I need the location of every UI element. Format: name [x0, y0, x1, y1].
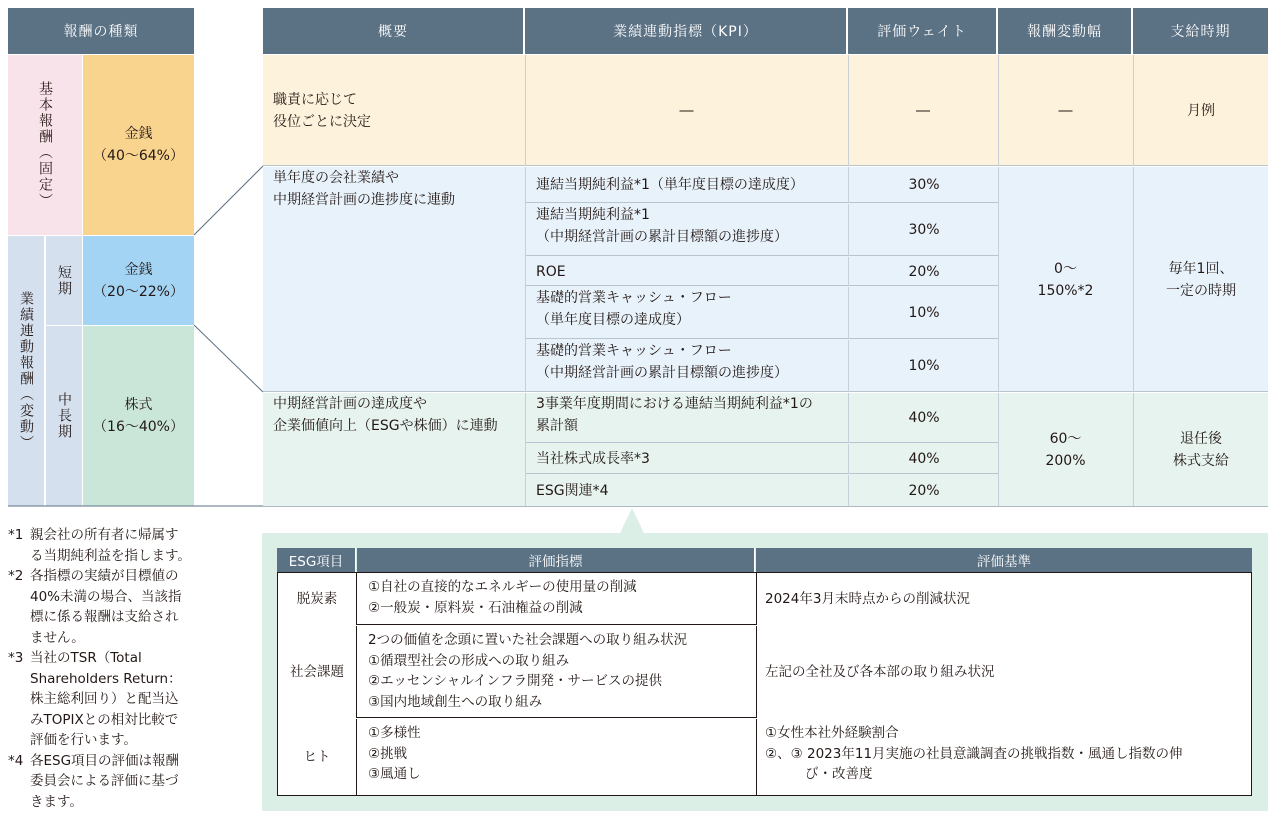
esg-ind-1-2: ②一般炭・原料炭・石油権益の削減 — [368, 599, 583, 616]
esg-panel — [262, 533, 1268, 811]
header-type: 報酬の種類 — [8, 8, 194, 54]
long-timing-line1: 退任後 — [1180, 430, 1222, 447]
note-4-l2: 委員会による評価に基づ — [30, 773, 179, 789]
note-3-l2: Shareholders Return： — [30, 670, 182, 687]
short-term-label: 短期 — [46, 236, 82, 325]
esg-crit-3-3: び・改善度 — [805, 766, 873, 782]
esg-ind-3-1: ①多様性 — [368, 725, 421, 741]
esg-ind-2-2: ①循環型社会の形成への取り組み — [368, 652, 570, 669]
short-kpi-5-line2: （中期経営計画の累計目標額の進捗度） — [536, 365, 788, 381]
short-kpi-3-weight: 20% — [848, 257, 999, 286]
esg-crit-3-2: ②、③ 2023年11月実施の社員意識調査の挑戦指数・風通し指数の伸 — [765, 745, 1183, 762]
header-timing: 支給時期 — [1133, 8, 1268, 54]
header-kpi: 業績連動指標（KPI） — [525, 8, 847, 54]
note-3-l4: みTOPIXとの相対比較で — [30, 711, 179, 728]
header-overview: 概要 — [263, 8, 524, 54]
short-range-line2: 150%*2 — [1037, 282, 1094, 299]
table-row — [278, 626, 1251, 718]
long-kpi-1-line1: 3事業年度期間における連結当期純利益*1の — [536, 396, 813, 412]
esg-crit-3-1: ①女性本社外経験割合 — [765, 725, 899, 741]
note-1-mark: *1 — [8, 527, 24, 543]
header-range: 報酬変動幅 — [998, 8, 1132, 54]
long-kpi-3-weight: 20% — [848, 475, 999, 506]
cash-short-pct: （20〜22%） — [93, 283, 184, 300]
esg-criteria-decarbon: 2024年3月末時点からの削減状況 — [757, 573, 1251, 625]
note-4-mark: *4 — [8, 752, 24, 769]
fixed-range: ― — [998, 55, 1132, 166]
stock-pct: （16〜40%） — [93, 419, 184, 435]
note-2-l1: 各指標の実績が目標値の — [30, 568, 179, 584]
table-row — [278, 573, 1251, 625]
fixed-overview-line1: 職責に応じて — [273, 91, 357, 108]
variable-pay-label: 業績連動報酬（変動） — [8, 236, 45, 506]
cash-fixed-title: 金銭 — [124, 126, 153, 142]
short-kpi-1-label: 連結当期純利益*1（単年度目標の達成度） — [536, 177, 804, 193]
esg-ind-1-1: ①自社の直接的なエネルギーの使用量の削減 — [368, 579, 637, 595]
long-kpi-1-line2: 累計額 — [536, 418, 578, 434]
esg-ind-3-2: ②挑戦 — [368, 745, 408, 762]
long-term-label: 中長期 — [46, 326, 82, 506]
short-overview-line2: 中期経営計画の進捗度に連動 — [273, 192, 455, 208]
fixed-kpi: ― — [525, 55, 847, 166]
short-kpi-2-line1: 連結当期純利益*1 — [536, 207, 650, 223]
long-timing-line2: 株式支給 — [1173, 452, 1229, 469]
fixed-pay-label: 基本報酬（固定） — [8, 55, 82, 235]
esg-header-item: ESG項目 — [277, 548, 356, 572]
note-1-l2: る当期純利益を指します。 — [30, 547, 191, 564]
esg-header-indicator: 評価指標 — [357, 548, 755, 572]
short-timing-line2: 一定の時期 — [1166, 282, 1236, 299]
cash-fixed-pct: （40〜64%） — [93, 148, 184, 164]
esg-indicators-social — [358, 630, 754, 712]
short-kpi-4-line2: （単年度目標の達成度） — [536, 312, 690, 328]
long-range-line2: 200% — [1045, 452, 1086, 469]
long-overview-line1: 中期経営計画の達成度や — [273, 396, 427, 412]
note-2-l3: 標に係る報酬は支給され — [30, 609, 179, 625]
fixed-overview-line2: 役位ごとに決定 — [273, 113, 371, 130]
long-kpi-1-weight: 40% — [848, 393, 999, 443]
note-1-l1: 親会社の所有者に帰属す — [30, 527, 179, 543]
esg-indicators-decarbon — [358, 577, 754, 618]
note-3-mark: *3 — [8, 650, 24, 666]
esg-item-people: ヒト — [278, 719, 357, 795]
short-kpi-4-weight: 10% — [848, 287, 999, 339]
long-kpi-2-weight: 40% — [848, 444, 999, 474]
long-kpi-2-label: 当社株式成長率*3 — [536, 451, 650, 467]
short-overview-line1: 単年度の会社業績や — [273, 170, 399, 186]
short-kpi-5-weight: 10% — [848, 340, 999, 392]
note-2-l4: ません。 — [30, 629, 85, 646]
fixed-weight: ― — [848, 55, 997, 166]
short-kpi-2-line2: （中期経営計画の累計目標額の進捗度） — [536, 229, 788, 245]
esg-ind-2-1: 2つの価値を念頭に置いた社会課題への取り組み状況 — [368, 632, 688, 648]
note-3-l1: 当社のTSR（Total — [30, 650, 142, 666]
long-range-line1: 60〜 — [1049, 430, 1082, 447]
esg-ind-3-3: ③風通し — [368, 766, 421, 782]
header-weight: 評価ウェイト — [848, 8, 997, 54]
long-overview-line2: 企業価値向上（ESGや株価）に連動 — [273, 418, 498, 434]
short-timing-line1: 毎年1回、 — [1168, 260, 1234, 277]
esg-item-decarbon: 脱炭素 — [278, 573, 357, 625]
esg-item-social: 社会課題 — [278, 626, 357, 718]
short-kpi-3-label: ROE — [536, 263, 566, 280]
note-4-l3: きます。 — [30, 793, 83, 810]
esg-criteria-people — [757, 723, 1251, 785]
note-3-l5: 評価を行います。 — [30, 732, 137, 748]
esg-ind-2-4: ③国内地域創生への取り組み — [368, 693, 543, 710]
note-2-mark: *2 — [8, 568, 24, 584]
short-kpi-5-line1: 基礎的営業キャッシュ・フロー — [536, 343, 732, 359]
esg-table — [277, 572, 1252, 796]
note-4-l1: 各ESG項目の評価は報酬 — [30, 752, 180, 769]
esg-indicators-people — [358, 723, 754, 785]
stock-title: 株式 — [124, 397, 153, 413]
note-2-l2: 40%未満の場合、当該指 — [30, 588, 182, 605]
esg-ind-2-3: ②エッセンシャルインフラ開発・サービスの提供 — [368, 673, 663, 689]
short-kpi-4-line1: 基礎的営業キャッシュ・フロー — [536, 290, 732, 306]
fixed-timing: 月例 — [1133, 55, 1268, 166]
esg-criteria-social: 左記の全社及び各本部の取り組み状況 — [757, 626, 1251, 718]
short-kpi-1-weight: 30% — [848, 167, 999, 203]
long-kpi-3-label: ESG関連*4 — [536, 482, 609, 499]
short-range-line1: 0〜 — [1054, 260, 1077, 277]
note-3-l3: 株主総利回り）と配当込 — [30, 691, 179, 707]
short-kpi-2-weight: 30% — [848, 204, 999, 256]
table-row — [278, 719, 1251, 795]
cash-short-title: 金銭 — [124, 261, 153, 278]
esg-header-criteria: 評価基準 — [756, 548, 1252, 572]
